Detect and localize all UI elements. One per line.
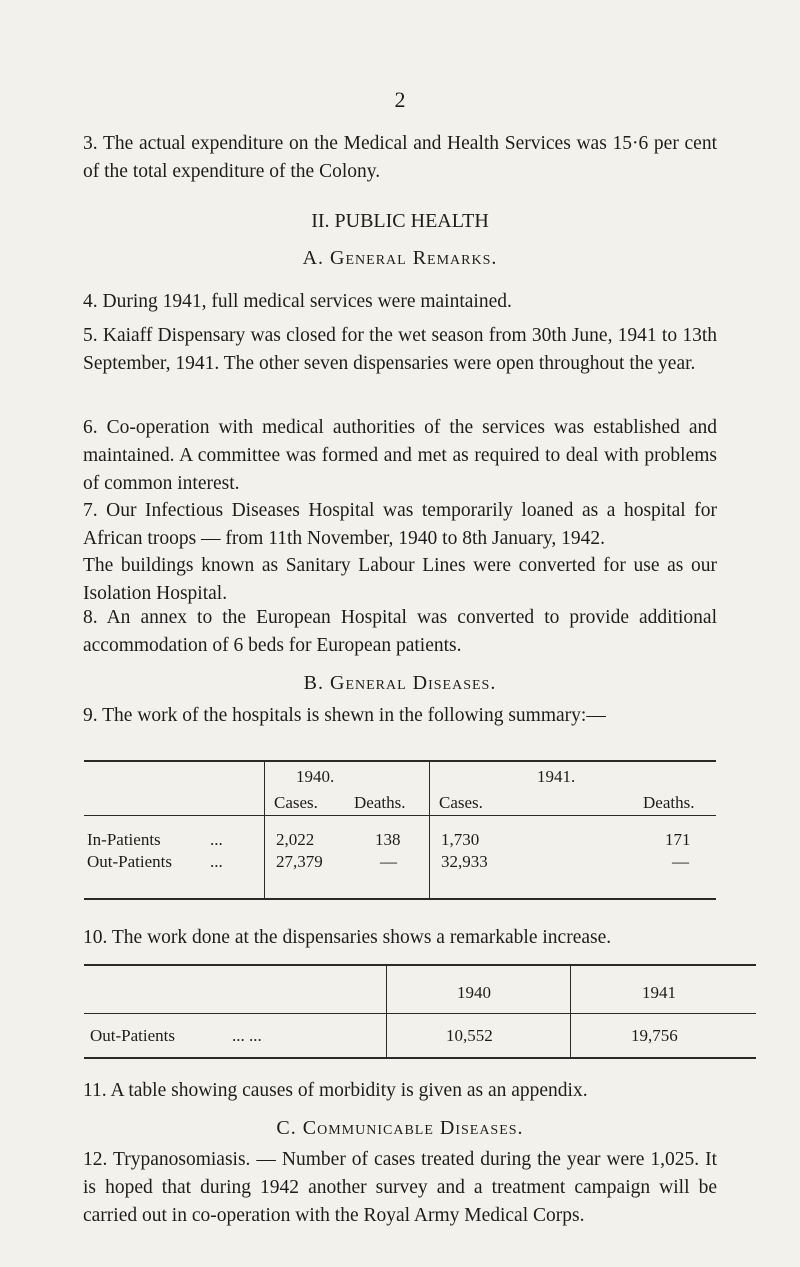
table2-year-1941: 1941	[642, 983, 676, 1002]
paragraph-6: 6. Co-operation with medical authorities of the services was established and maintained. A committee was formed and met as required to deal with problems of common interest.	[83, 417, 717, 494]
paragraph-4: 4. During 1941, full medical services were maintained.	[83, 291, 512, 312]
in-patients-cases-1941: 1,730	[441, 830, 480, 849]
paragraph-9: 9. The work of the hospitals is shewn in the following summary:—	[83, 705, 606, 726]
table2-header-rule	[84, 1013, 756, 1014]
table1-cases-1940-header: Cases.	[274, 793, 318, 812]
table1-bottom-rule	[84, 898, 716, 900]
subsection-c-heading: C. Communicable Diseases.	[276, 1117, 524, 1139]
table2-year-1940: 1940	[457, 983, 491, 1002]
row-dots: ... ...	[232, 1026, 262, 1045]
table2-divider-left	[386, 964, 387, 1057]
subsection-b-heading: B. General Diseases.	[303, 672, 497, 694]
paragraph-8: 8. An annex to the European Hospital was converted to provide additional accommodation of 6 beds for European patients.	[83, 607, 717, 656]
out-patients-deaths-1941: —	[672, 852, 689, 871]
table1-top-rule	[84, 760, 716, 762]
table1-year-1940: 1940.	[296, 767, 335, 786]
out-patients-cases-1941: 32,933	[441, 852, 488, 871]
paragraph-5: 5. Kaiaff Dispensary was closed for the wet season from 30th June, 1941 to 13th September, 1941. The other seven dispensaries were open throughout the year.	[83, 325, 717, 374]
table1-divider-left	[264, 760, 265, 898]
out-patients-1940: 10,552	[446, 1026, 493, 1045]
table2-bottom-rule	[84, 1057, 756, 1059]
table1-deaths-1940-header: Deaths.	[354, 793, 406, 812]
paragraph-3: 3. The actual expenditure on the Medical and Health Services was 15·6 per cent of the total expenditure of the Colony.	[83, 133, 717, 182]
page-number: 2	[394, 87, 406, 112]
section-title: II. PUBLIC HEALTH	[311, 210, 489, 232]
out-patients-cases-1940: 27,379	[276, 852, 323, 871]
paragraph-7-continued: The buildings known as Sanitary Labour Lines were converted for use as our Isolation Hospital.	[83, 555, 717, 604]
paragraph-7: 7. Our Infectious Diseases Hospital was temporarily loaned as a hospital for African troops — from 11th November, 1940 to 8th January, 1942.	[83, 500, 717, 549]
table1-divider-mid	[429, 760, 430, 898]
table2-divider-mid	[570, 964, 571, 1057]
in-patients-deaths-1941: 171	[665, 830, 691, 849]
row-label: Out-Patients	[90, 1026, 175, 1045]
table2-top-rule	[84, 964, 756, 966]
subsection-a-heading: A. General Remarks.	[302, 247, 498, 269]
table1-cases-1941-header: Cases.	[439, 793, 483, 812]
table1-header-rule	[84, 815, 716, 816]
paragraph-10: 10. The work done at the dispensaries shows a remarkable increase.	[83, 927, 612, 948]
in-patients-cases-1940: 2,022	[276, 830, 315, 849]
paragraph-12: 12. Trypanosomiasis. — Number of cases treated during the year were 1,025. It is hoped that during 1942 another survey and a treatment campaign will be carried out in co-operation with the Royal Army Medical Corps.	[83, 1149, 717, 1226]
out-patients-1941: 19,756	[631, 1026, 678, 1045]
out-patients-deaths-1940: —	[380, 852, 397, 871]
in-patients-deaths-1940: 138	[375, 830, 401, 849]
table1-deaths-1941-header: Deaths.	[643, 793, 695, 812]
row-label: Out-Patients	[87, 852, 172, 871]
table1-year-1941: 1941.	[537, 767, 576, 786]
row-label: In-Patients	[87, 830, 161, 849]
paragraph-11: 11. A table showing causes of morbidity is given as an appendix.	[83, 1080, 588, 1101]
row-dots: ...	[210, 830, 223, 849]
row-dots: ...	[210, 852, 223, 871]
